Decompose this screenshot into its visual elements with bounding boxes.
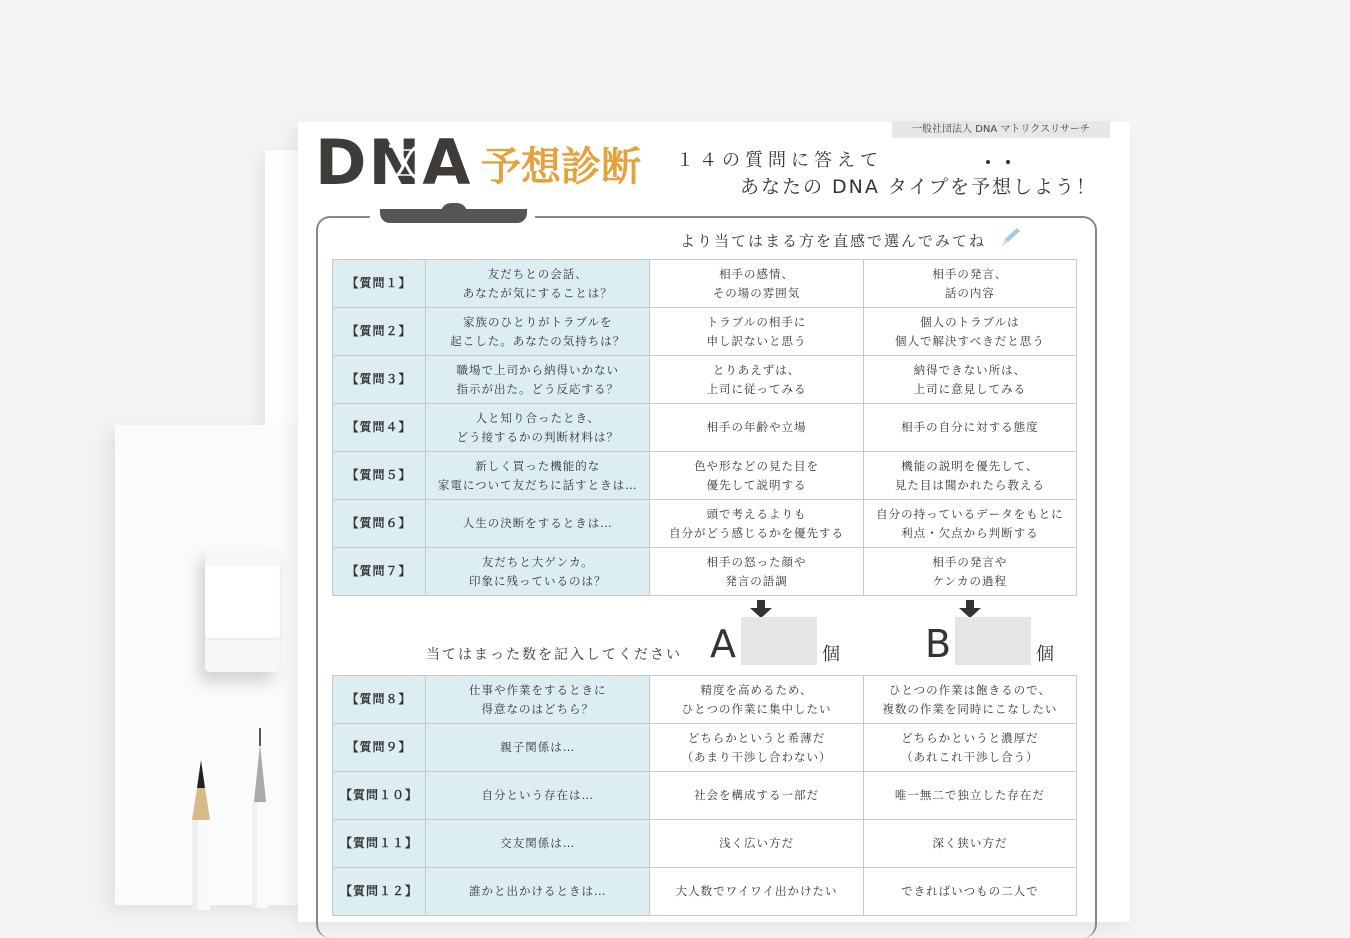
type-b-count-box[interactable] xyxy=(955,617,1031,665)
option-a[interactable]: 大人数でワイワイ出かけたい xyxy=(650,868,863,916)
question-row xyxy=(333,308,1077,356)
option-a[interactable]: 色や形などの見た目を 優先して説明する xyxy=(650,452,863,500)
question-row xyxy=(333,772,1077,820)
option-b[interactable]: 納得できない所は、 上司に意見してみる xyxy=(863,356,1076,404)
option-a[interactable]: 浅く広い方だ xyxy=(650,820,863,868)
question-text: 新しく買った機能的な 家電について友だちに話すときは… xyxy=(426,452,650,500)
question-text: 職場で上司から納得いかない 指示が出た。どう反応する？ xyxy=(426,356,650,404)
question-number: 【質問６】 xyxy=(333,500,426,548)
question-number: 【質問１２】 xyxy=(333,868,426,916)
question-text: 人と知り合ったとき、 どう接するかの判断材料は？ xyxy=(426,404,650,452)
question-number: 【質問７】 xyxy=(333,548,426,596)
question-number: 【質問１】 xyxy=(333,260,426,308)
question-row xyxy=(333,452,1077,500)
logo-dna-text: DNA xyxy=(315,126,473,199)
question-number: 【質問２】 xyxy=(333,308,426,356)
emphasis-dot xyxy=(986,160,990,164)
option-b[interactable]: 相手の発言、 話の内容 xyxy=(863,260,1076,308)
option-b[interactable]: 相手の自分に対する態度 xyxy=(863,404,1076,452)
question-row xyxy=(333,820,1077,868)
option-a[interactable]: 精度を高めるため、 ひとつの作業に集中したい xyxy=(650,676,863,724)
question-table-part1 xyxy=(332,259,1077,596)
count-instruction: 当てはまった数を記入してください xyxy=(426,647,682,663)
type-b-letter: B xyxy=(925,622,952,666)
pencil-icon xyxy=(998,226,1022,248)
question-number: 【質問１１】 xyxy=(333,820,426,868)
question-row xyxy=(333,404,1077,452)
question-row xyxy=(333,868,1077,916)
option-b[interactable]: 唯一無二で独立した存在だ xyxy=(863,772,1076,820)
question-text: 親子関係は… xyxy=(426,724,650,772)
option-b[interactable]: ひとつの作業は飽きるので、 複数の作業を同時にこなしたい xyxy=(863,676,1076,724)
dna-helix-icon xyxy=(385,140,425,185)
logo-subtitle: 予想診断 xyxy=(481,144,641,190)
question-text: 誰かと出かけるときは… xyxy=(426,868,650,916)
question-text: 仕事や作業をするときに 得意なのはどちら？ xyxy=(426,676,650,724)
option-b[interactable]: できればいつもの二人で xyxy=(863,868,1076,916)
question-number: 【質問５】 xyxy=(333,452,426,500)
type-a-unit: 個 xyxy=(822,644,840,665)
option-b[interactable]: 自分の持っているデータをもとに 利点・欠点から判断する xyxy=(863,500,1076,548)
option-a[interactable]: 頭で考えるよりも 自分がどう感じるかを優先する xyxy=(650,500,863,548)
arrow-down-icon xyxy=(750,600,772,618)
question-row xyxy=(333,548,1077,596)
type-a-count-box[interactable] xyxy=(741,617,817,665)
question-text: 交友関係は… xyxy=(426,820,650,868)
option-b[interactable]: 深く狭い方だ xyxy=(863,820,1076,868)
question-number: 【質問４】 xyxy=(333,404,426,452)
question-number: 【質問９】 xyxy=(333,724,426,772)
question-row xyxy=(333,356,1077,404)
question-text: 自分という存在は… xyxy=(426,772,650,820)
pencil xyxy=(188,760,214,910)
question-number: 【質問８】 xyxy=(333,676,426,724)
eraser xyxy=(205,548,280,672)
option-a[interactable]: 社会を構成する一部だ xyxy=(650,772,863,820)
question-text: 友だちとの会話、 あなたが気にすることは？ xyxy=(426,260,650,308)
option-b[interactable]: 個人のトラブルは 個人で解決すべきだと思う xyxy=(863,308,1076,356)
question-text: 人生の決断をするときは… xyxy=(426,500,650,548)
option-a[interactable]: とりあえずは、 上司に従ってみる xyxy=(650,356,863,404)
option-a[interactable]: 相手の怒った顔や 発言の語調 xyxy=(650,548,863,596)
clipboard-clip xyxy=(380,209,527,223)
option-a[interactable]: トラブルの相手に 申し訳ないと思う xyxy=(650,308,863,356)
instruction-text: より当てはまる方を直感で選んでみてね xyxy=(680,232,987,250)
mechanical-pencil xyxy=(245,728,275,908)
eraser-sleeve xyxy=(205,566,280,638)
question-row xyxy=(333,676,1077,724)
headline-line-1: １４の質問に答えて xyxy=(676,150,883,171)
question-row xyxy=(333,500,1077,548)
question-text: 友だちと大ゲンカ。 印象に残っているのは？ xyxy=(426,548,650,596)
question-text: 家族のひとりがトラブルを 起こした。あなたの気持ちは？ xyxy=(426,308,650,356)
type-a-letter: A xyxy=(710,622,736,666)
question-table-part2 xyxy=(332,675,1077,916)
question-number: 【質問３】 xyxy=(333,356,426,404)
option-b[interactable]: 相手の発言や ケンカの過程 xyxy=(863,548,1076,596)
option-a[interactable]: どちらかというと希薄だ （あまり干渉し合わない） xyxy=(650,724,863,772)
question-row xyxy=(333,724,1077,772)
organization-label: 一般社団法人 DNA マトリクスリサーチ xyxy=(892,121,1110,138)
option-b[interactable]: どちらかというと濃厚だ （あれこれ干渉し合う） xyxy=(863,724,1076,772)
question-number: 【質問１０】 xyxy=(333,772,426,820)
option-a[interactable]: 相手の感情、 その場の雰囲気 xyxy=(650,260,863,308)
option-b[interactable]: 機能の説明を優先して、 見た目は聞かれたら教える xyxy=(863,452,1076,500)
type-b-unit: 個 xyxy=(1036,644,1054,665)
arrow-down-icon xyxy=(959,600,981,618)
headline-line-2: あなたの DNA タイプを予想しよう！ xyxy=(740,176,1097,198)
emphasis-dot xyxy=(1006,160,1010,164)
option-a[interactable]: 相手の年齢や立場 xyxy=(650,404,863,452)
question-row xyxy=(333,260,1077,308)
